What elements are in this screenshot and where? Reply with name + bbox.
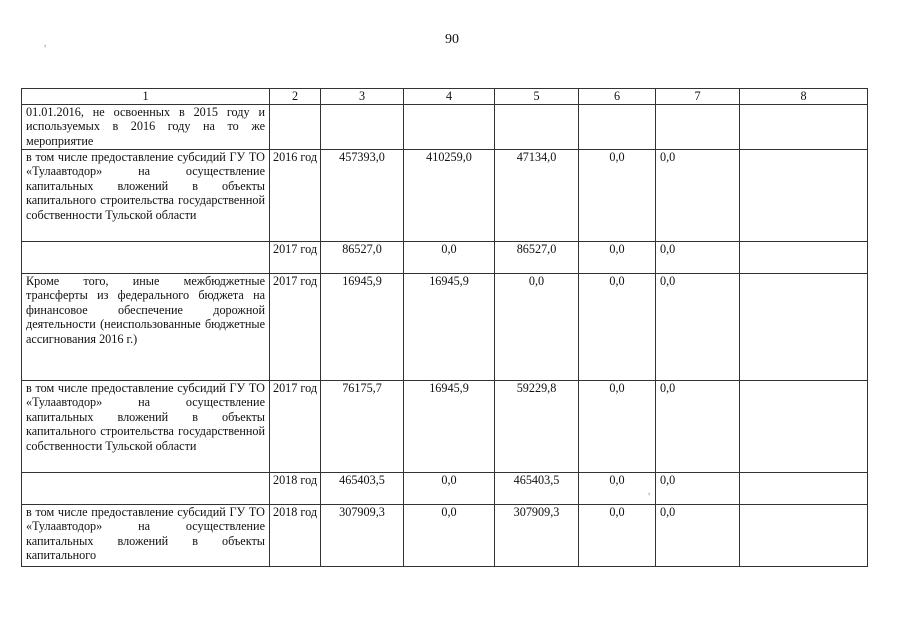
cell-total: 465403,5 — [321, 473, 404, 505]
cell-note — [740, 381, 868, 473]
cell-federal: 0,0 — [404, 242, 495, 274]
cell-regional: 307909,3 — [495, 505, 579, 567]
cell-regional — [495, 105, 579, 150]
row-year: 2018 год — [270, 473, 321, 505]
cell-regional: 59229,8 — [495, 381, 579, 473]
cell-municipal: 0,0 — [579, 274, 656, 381]
cell-regional: 47134,0 — [495, 150, 579, 242]
column-header: 1 — [22, 89, 270, 105]
cell-other — [656, 105, 740, 150]
cell-federal: 16945,9 — [404, 274, 495, 381]
row-year: 2017 год — [270, 274, 321, 381]
row-year: 2017 год — [270, 242, 321, 274]
cell-municipal: 0,0 — [579, 473, 656, 505]
cell-municipal — [579, 105, 656, 150]
cell-other: 0,0 — [656, 150, 740, 242]
cell-note — [740, 150, 868, 242]
cell-federal — [404, 105, 495, 150]
cell-municipal: 0,0 — [579, 381, 656, 473]
cell-federal: 16945,9 — [404, 381, 495, 473]
cell-other: 0,0 — [656, 242, 740, 274]
cell-note — [740, 505, 868, 567]
cell-note — [740, 242, 868, 274]
column-header: 2 — [270, 89, 321, 105]
cell-other: 0,0 — [656, 473, 740, 505]
cell-total: 86527,0 — [321, 242, 404, 274]
cell-note — [740, 473, 868, 505]
column-header: 7 — [656, 89, 740, 105]
row-year: 2017 год — [270, 381, 321, 473]
table-row — [22, 505, 868, 567]
cell-regional: 465403,5 — [495, 473, 579, 505]
row-description — [22, 242, 270, 274]
column-header: 5 — [495, 89, 579, 105]
cell-other: 0,0 — [656, 274, 740, 381]
cell-total — [321, 105, 404, 150]
table-row — [22, 105, 868, 150]
cell-municipal: 0,0 — [579, 150, 656, 242]
cell-other: 0,0 — [656, 505, 740, 567]
cell-total: 16945,9 — [321, 274, 404, 381]
cell-federal: 0,0 — [404, 505, 495, 567]
cell-regional: 0,0 — [495, 274, 579, 381]
table-row — [22, 381, 868, 473]
table-row — [22, 150, 868, 242]
scan-speck: , — [44, 38, 47, 48]
cell-total: 307909,3 — [321, 505, 404, 567]
table-row — [22, 274, 868, 381]
budget-table — [21, 88, 868, 567]
column-header: 8 — [740, 89, 868, 105]
cell-total: 76175,7 — [321, 381, 404, 473]
cell-federal: 410259,0 — [404, 150, 495, 242]
row-description: в том числе предоставление субсидий ГУ ТО «Тулаавтодор» на осуществление капитальных вложений в объекты капитального строительства государственной собственности Тульской области — [22, 381, 270, 473]
row-description: в том числе предоставление субсидий ГУ ТО «Тулаавтодор» на осуществление капитальных вложений в объекты капитального — [22, 505, 270, 567]
table-row — [22, 242, 868, 274]
row-year — [270, 105, 321, 150]
cell-federal: 0,0 — [404, 473, 495, 505]
row-description: в том числе предоставление субсидий ГУ ТО «Тулаавтодор» на осуществление капитальных вложений в объекты капитального строительства государственной собственности Тульской области — [22, 150, 270, 242]
cell-municipal: 0,0 — [579, 505, 656, 567]
cell-municipal: 0,0 — [579, 242, 656, 274]
table-header-row — [22, 89, 868, 105]
column-header: 3 — [321, 89, 404, 105]
cell-note — [740, 274, 868, 381]
column-header: 4 — [404, 89, 495, 105]
table-row — [22, 473, 868, 505]
cell-total: 457393,0 — [321, 150, 404, 242]
row-year: 2018 год — [270, 505, 321, 567]
row-description: Кроме того, иные межбюджетные трансферты из федерального бюджета на финансовое обеспечение дорожной деятельности (неиспользованные бюджетные ассигнования 2016 г.) — [22, 274, 270, 381]
row-year: 2016 год — [270, 150, 321, 242]
column-header: 6 — [579, 89, 656, 105]
row-description — [22, 473, 270, 505]
page-number: 90 — [445, 32, 459, 47]
cell-note — [740, 105, 868, 150]
row-description: 01.01.2016, не освоенных в 2015 году и используемых в 2016 году на то же мероприятие — [22, 105, 270, 150]
scan-speck: , — [648, 486, 651, 496]
cell-other: 0,0 — [656, 381, 740, 473]
cell-regional: 86527,0 — [495, 242, 579, 274]
